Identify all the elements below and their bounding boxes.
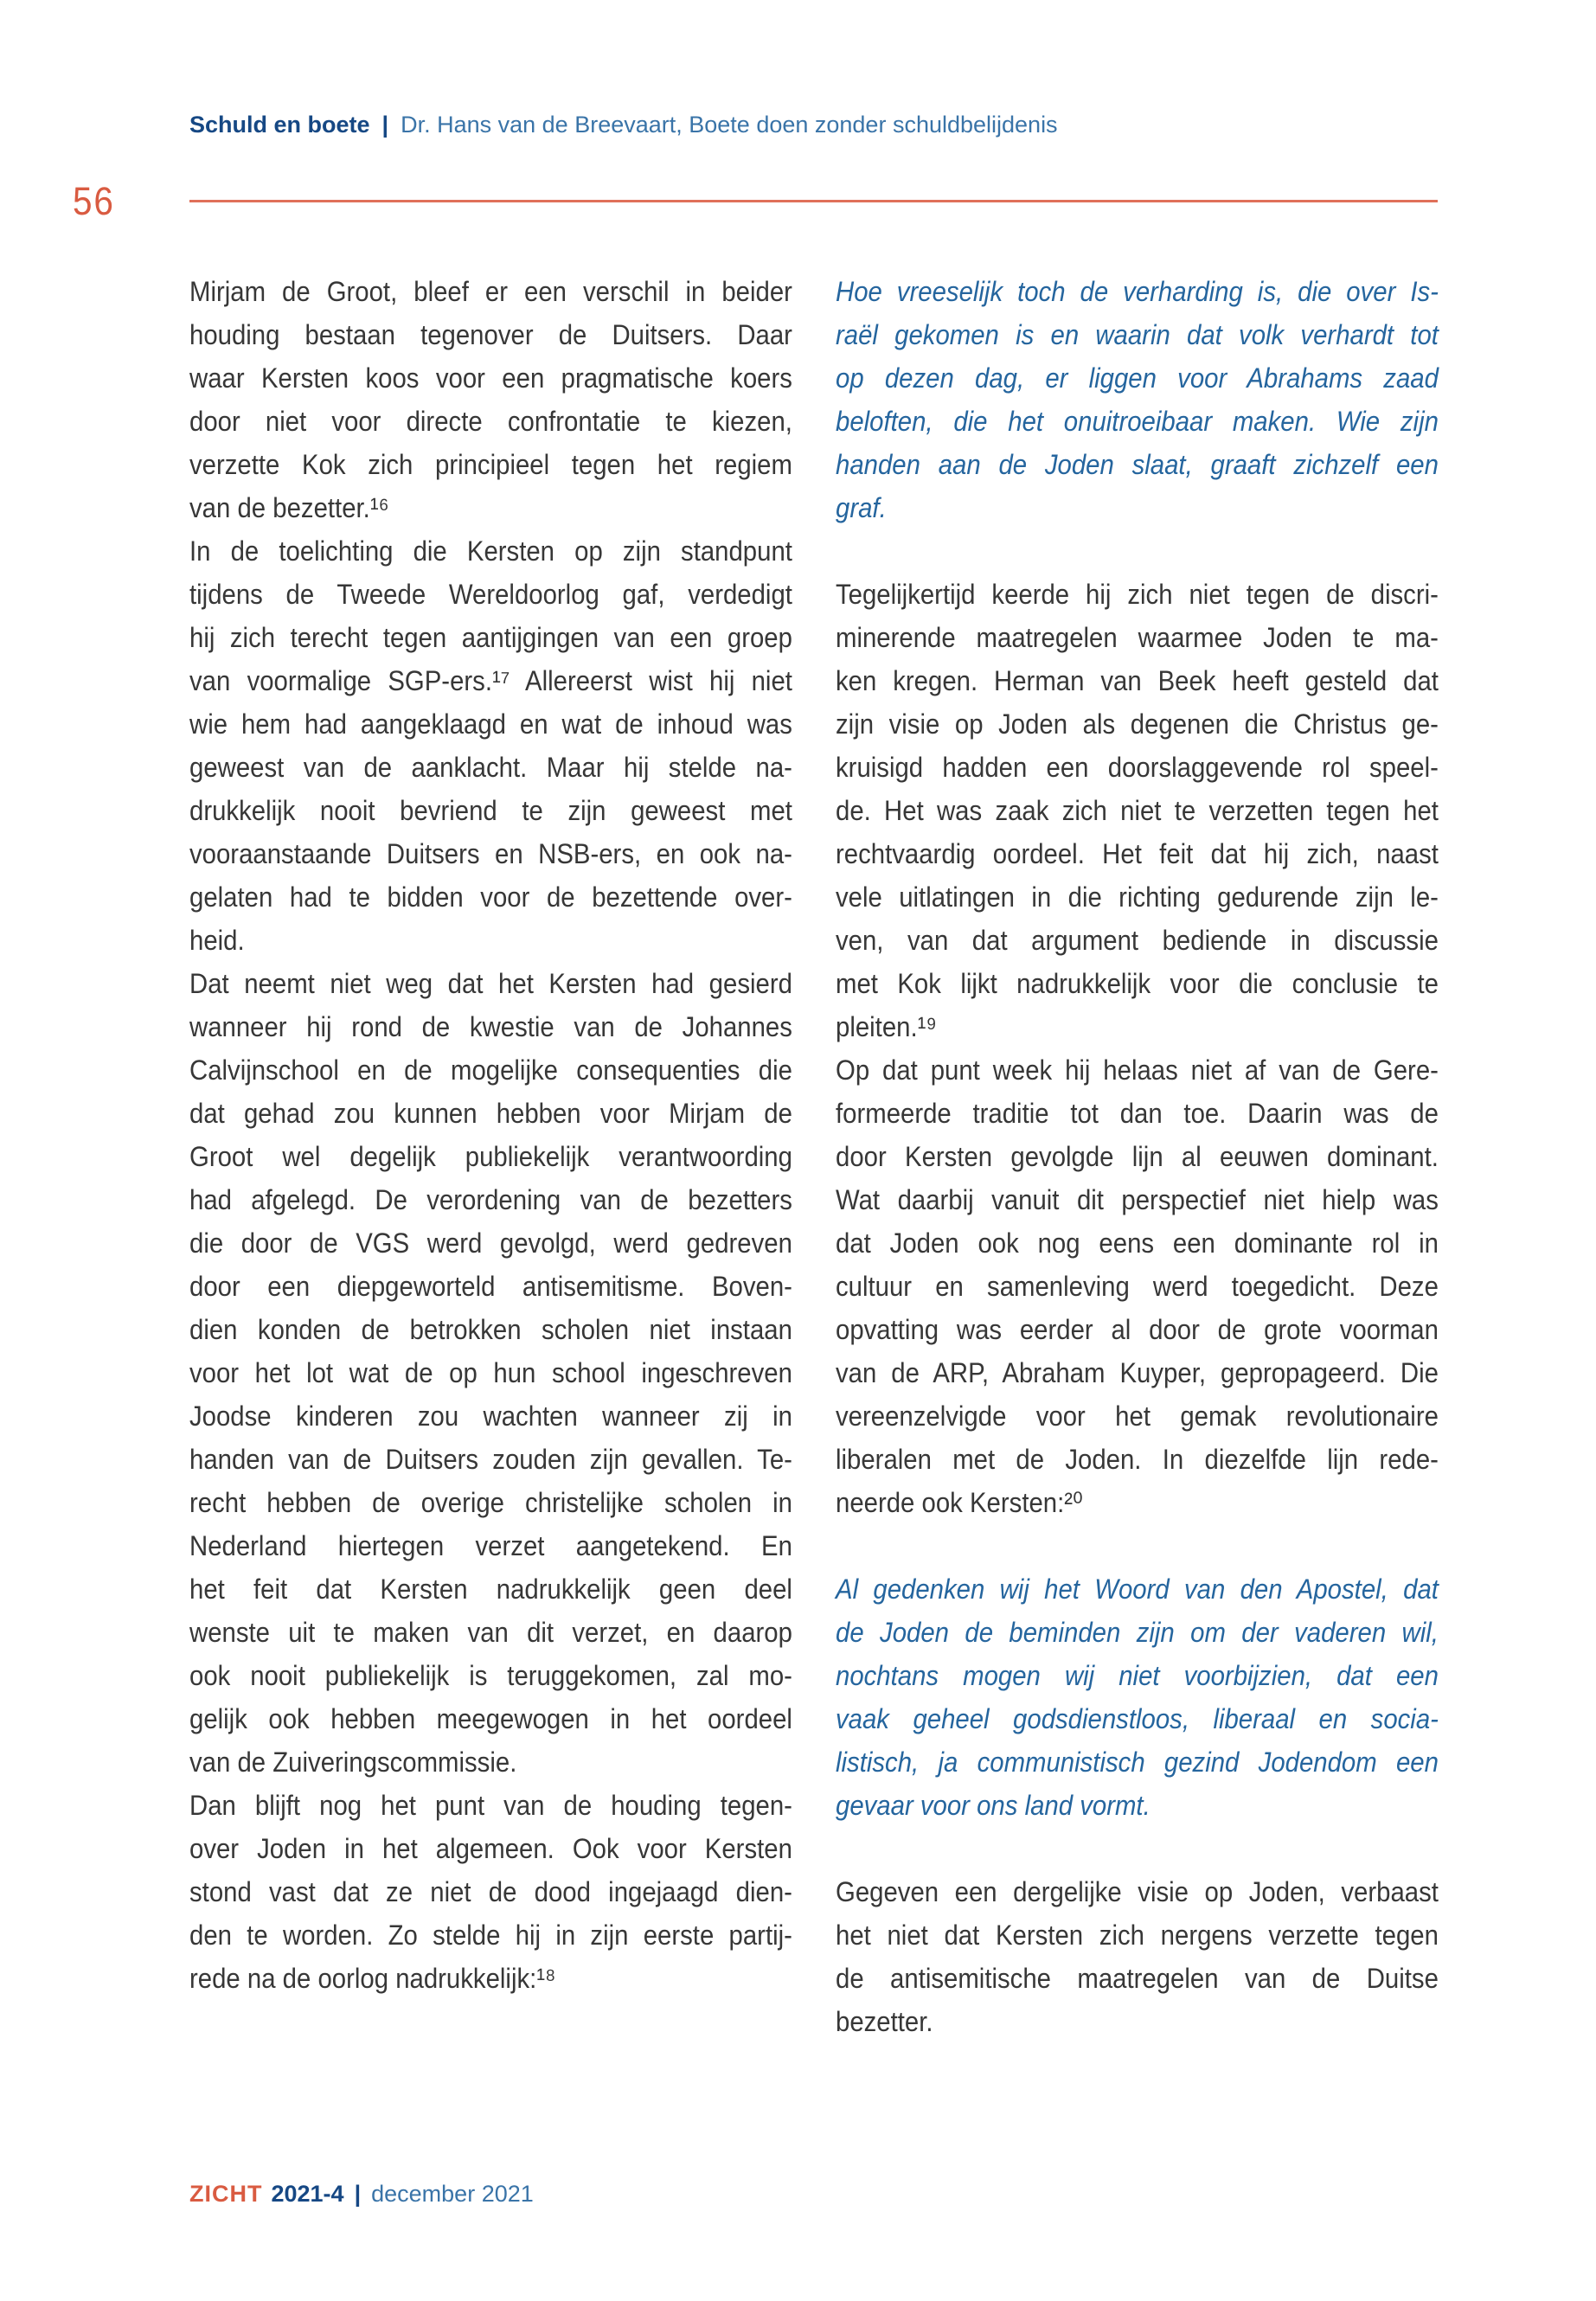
text-line: vereenzelvigde voor het gemak revolutionaire [836,1400,1439,1432]
text-line: dat Joden ook nog eens een dominante rol in [836,1227,1439,1259]
text-line: Nederland hiertegen verzet aangetekend. En [189,1530,792,1561]
text-line: van de ARP, Abraham Kuyper, gepropageerd. Die [836,1357,1439,1388]
text-line: houding bestaan tegenover de Duitsers. Daar [189,319,792,350]
text-line: zijn visie op Joden als degenen die Christus ge- [836,708,1439,740]
text-line: door Kersten gevolgde lijn al eeuwen dominant. [836,1141,1439,1172]
text-line: Dat neemt niet weg dat het Kersten had gesierd [189,968,792,999]
body-paragraph [189,1784,792,2000]
body-paragraph [189,962,792,1784]
text-line: de antisemitische maatregelen van de Duitse [836,1963,1439,1994]
text-line: bezetter. [836,2006,933,2037]
text-line: Calvijnschool en de mogelijke consequenties die [189,1054,792,1086]
text-line: van de bezetter.¹⁶ [189,492,389,523]
text-line: had afgelegd. De verordening van de bezetters [189,1184,792,1215]
text-line: liberalen met de Joden. In diezelfde lijn rede- [836,1444,1439,1475]
text-line: verzette Kok zich principieel tegen het regiem [189,449,792,480]
text-line: Hoe vreeselijk toch de verharding is, die over Is- [836,276,1439,307]
text-line: van de Zuiveringscommissie. [189,1747,517,1778]
body-paragraph [836,573,1439,1048]
quote-paragraph [836,1567,1439,1827]
issue-date: december 2021 [371,2181,534,2207]
text-line: de. Het was zaak zich niet te verzetten tegen het [836,795,1439,826]
magazine-name: ZICHT [189,2181,263,2207]
text-line: Op dat punt week hij helaas niet af van de Gere- [836,1054,1439,1086]
text-line: gelijk ook hebben meegewogen in het oordeel [189,1703,792,1734]
text-line: Mirjam de Groot, bleef er een verschil in beider [189,276,792,307]
text-line: graf. [836,492,887,523]
text-line: nochtans mogen wij niet voorbijzien, dat een [836,1660,1439,1691]
text-line: ook nooit publiekelijk is teruggekomen, zal mo- [189,1660,792,1691]
text-line: beloften, die het onuitroeibaar maken. Wie zijn [836,406,1439,437]
text-line: formeerde traditie tot dan toe. Daarin was de [836,1098,1439,1129]
text-line: vele uitlatingen in die richting gedurende zijn le- [836,881,1439,913]
page-footer [189,2179,534,2208]
text-line: wie hem had aangeklaagd en wat de inhoud was [189,708,792,740]
page-number: 56 [73,179,115,223]
body-paragraph [189,270,792,529]
text-line: door niet voor directe confrontatie te kiezen, [189,406,792,437]
page-header [189,110,1058,139]
column-right [836,270,1439,2043]
text-line: Tegelijkertijd keerde hij zich niet tegen de discri- [836,579,1439,610]
header-separator: | [381,112,389,138]
text-line: door een diepgeworteld antisemitisme. Boven- [189,1271,792,1302]
text-line: het feit dat Kersten nadrukkelijk geen deel [189,1574,792,1605]
text-line: Dan blijft nog het punt van de houding tegen- [189,1790,792,1821]
text-line: kruisigd hadden een doorslaggevende rol speel- [836,752,1439,783]
text-line: hij zich terecht tegen aantijgingen van een groep [189,622,792,653]
text-line: handen van de Duitsers zouden zijn gevallen. Te- [189,1444,792,1475]
text-line: van voormalige SGP-ers.¹⁷ Allereerst wist hij niet [189,665,792,696]
text-line: rede na de oorlog nadrukkelijk:¹⁸ [189,1963,556,1994]
text-line: den te worden. Zo stelde hij in zijn eerste partij- [189,1920,792,1951]
text-line: recht hebben de overige christelijke scholen in [189,1487,792,1518]
body-paragraph [836,1048,1439,1524]
text-line: Al gedenken wij het Woord van den Apostel, dat [836,1574,1439,1605]
text-line: heid. [189,925,245,956]
text-line: dien konden de betrokken scholen niet instaan [189,1314,792,1345]
text-line: waar Kersten koos voor een pragmatische koers [189,362,792,394]
text-line: Gegeven een dergelijke visie op Joden, verbaast [836,1876,1439,1907]
text-line: cultuur en samenleving werd toegedicht. Deze [836,1271,1439,1302]
text-line: opvatting was eerder al door de grote voorman [836,1314,1439,1345]
text-line: voor het lot wat de op hun school ingeschreven [189,1357,792,1388]
text-line: die door de VGS werd gevolgd, werd gedreven [189,1227,792,1259]
text-line: tijdens de Tweede Wereldoorlog gaf, verdedigt [189,579,792,610]
text-line: minerende maatregelen waarmee Joden te ma- [836,622,1439,653]
text-line: het niet dat Kersten zich nergens verzette tegen [836,1920,1439,1951]
text-line: met Kok lijkt nadrukkelijk voor die conclusie te [836,968,1439,999]
text-line: drukkelijk nooit bevriend te zijn geweest met [189,795,792,826]
header-rule [189,200,1438,202]
article-title: Dr. Hans van de Breevaart, Boete doen zonder schuldbelijdenis [401,112,1058,138]
columns [189,270,1439,2086]
text-line: pleiten.¹⁹ [836,1011,937,1042]
footer-separator: | [354,2181,362,2207]
text-line: stond vast dat ze niet de dood ingejaagd dien- [189,1876,792,1907]
text-line: In de toelichting die Kersten op zijn standpunt [189,535,792,567]
text-line: op dezen dag, er liggen voor Abrahams zaad [836,362,1439,394]
text-line: de Joden de beminden zijn om der vaderen wil, [836,1617,1439,1648]
quote-paragraph [836,270,1439,529]
text-line: dat gehad zou kunnen hebben voor Mirjam de [189,1098,792,1129]
text-line: vooraanstaande Duitsers en NSB-ers, en ook na- [189,838,792,869]
text-line: wenste uit te maken van dit verzet, en daarop [189,1617,792,1648]
text-line: Wat daarbij vanuit dit perspectief niet hielp was [836,1184,1439,1215]
text-line: handen aan de Joden slaat, graaft zichzelf een [836,449,1439,480]
body-paragraph [189,529,792,962]
text-line: wanneer hij rond de kwestie van de Johannes [189,1011,792,1042]
text-line: Groot wel degelijk publiekelijk verantwoording [189,1141,792,1172]
text-line: geweest van de aanklacht. Maar hij stelde na- [189,752,792,783]
text-line: gelaten had te bidden voor de bezettende over- [189,881,792,913]
body-paragraph [836,1870,1439,2043]
text-line: gevaar voor ons land vormt. [836,1790,1151,1821]
text-line: rechtvaardig oordeel. Het feit dat hij zich, naast [836,838,1439,869]
text-line: ken kregen. Herman van Beek heeft gesteld dat [836,665,1439,696]
text-line: ven, van dat argument bediende in discussie [836,925,1439,956]
text-line: listisch, ja communistisch gezind Jodendom een [836,1747,1439,1778]
column-left [189,270,792,2000]
section-title: Schuld en boete [189,112,370,138]
issue-number: 2021-4 [271,2181,344,2207]
text-line: over Joden in het algemeen. Ook voor Kersten [189,1833,792,1864]
text-line: raël gekomen is en waarin dat volk verhardt tot [836,319,1439,350]
text-line: vaak geheel godsdienstloos, liberaal en socia- [836,1703,1439,1734]
text-line: neerde ook Kersten:²⁰ [836,1487,1083,1518]
text-line: Joodse kinderen zou wachten wanneer zij in [189,1400,792,1432]
